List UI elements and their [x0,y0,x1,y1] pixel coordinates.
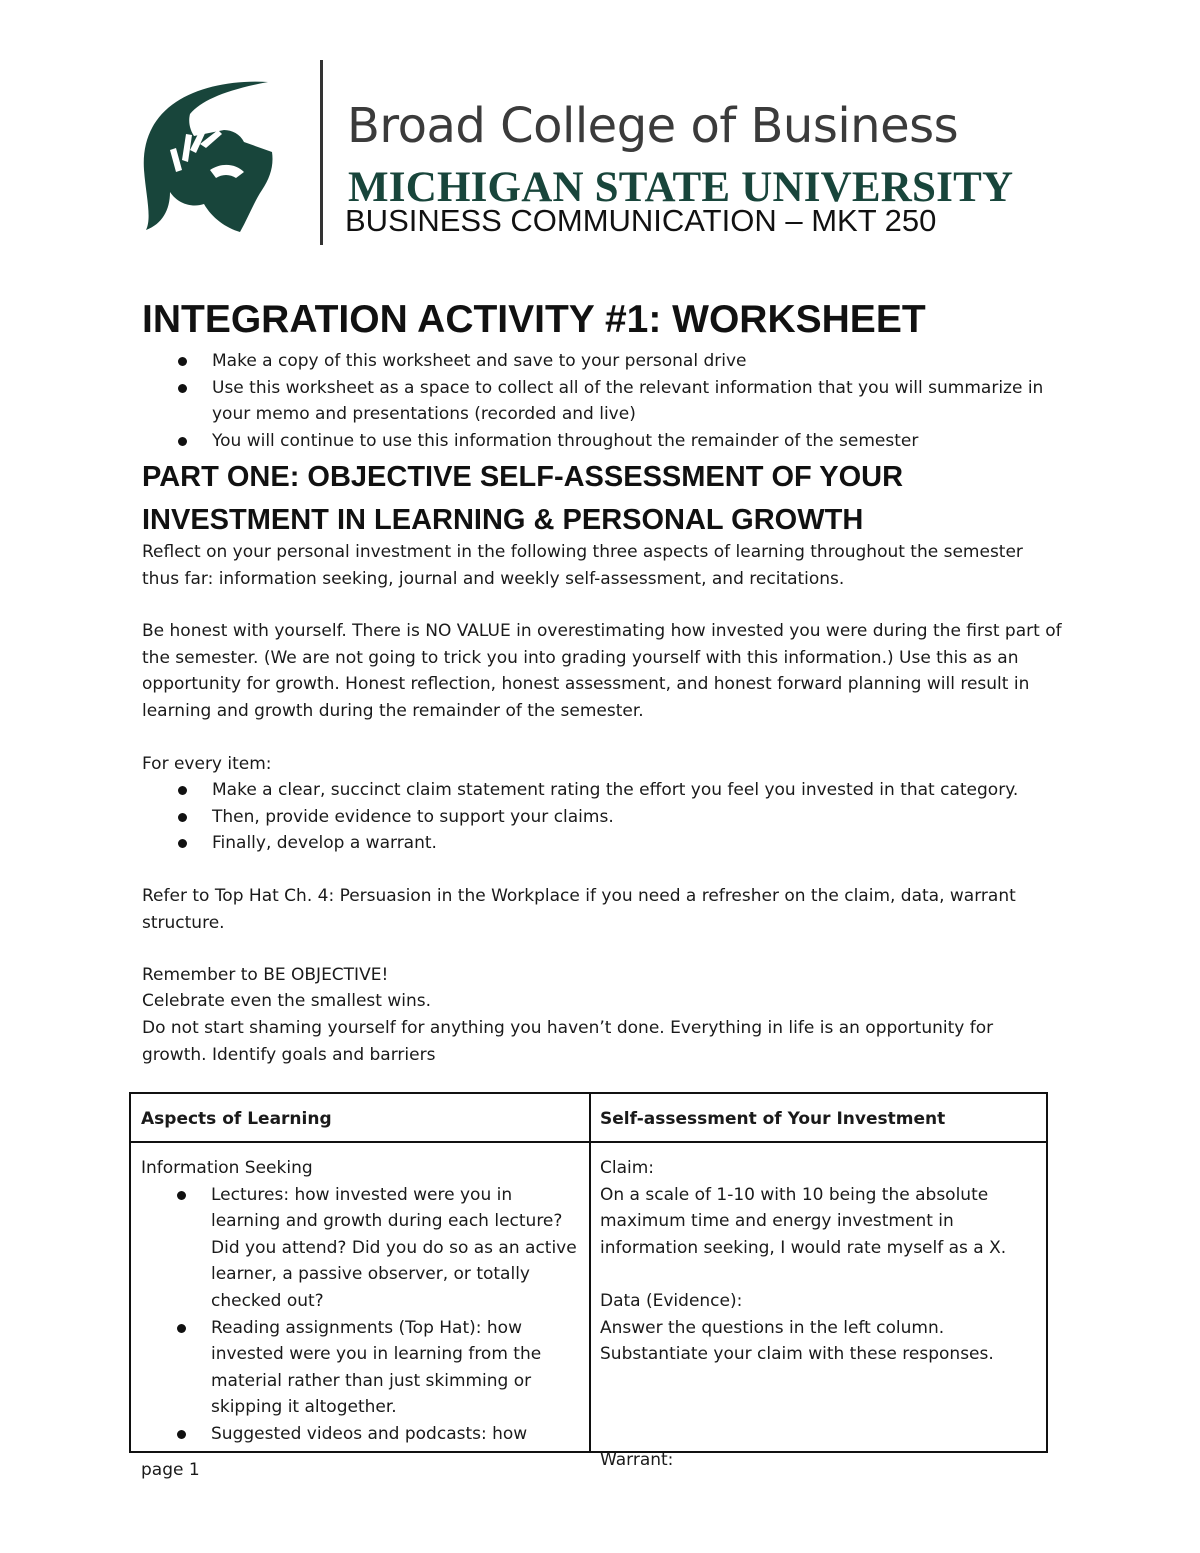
intro-bullet: Make a copy of this worksheet and save to your personal drive [142,348,1062,375]
for-every-item-label: For every item: [142,754,272,774]
part-one-heading-line2: INVESTMENT IN LEARNING & PERSONAL GROWTH [142,504,864,536]
college-name: Broad College of Business [347,98,959,154]
aspect-bullet: Lectures: how invested were you in learning and growth during each lecture? Did you attend? Did you do so as an active learner, a passive observer, or totally checked out? [141,1182,581,1315]
reflect-paragraph: Reflect on your personal investment in the following three aspects of learning throughout the semester thus far: information seeking, journal and weekly self-assessment, and recitations. [142,542,1023,589]
warrant-label: Warrant: [600,1450,674,1471]
step-bullet: Make a clear, succinct claim statement rating the effort you feel you invested in that category. [142,777,1062,804]
table-header-divider [131,1141,1046,1143]
aspect-bullet-list [141,1182,581,1448]
data-text: Answer the questions in the left column. Substantiate your claim with these responses. [600,1317,994,1365]
page-number: page 1 [141,1460,200,1480]
steps-bullet-list [142,777,1062,857]
refer-paragraph: Refer to Top Hat Ch. 4: Persuasion in the Workplace if you need a refresher on the claim, data, warrant structure. [142,886,1016,933]
intro-bullet: You will continue to use this information throughout the remainder of the semester [142,428,1062,455]
part-one-heading-line1: PART ONE: OBJECTIVE SELF-ASSESSMENT OF YOUR [142,461,904,493]
table-cell-aspects[interactable] [141,1155,581,1448]
table-cell-self-assessment[interactable] [600,1155,1040,1474]
claim-label: Claim: [600,1158,655,1178]
spartan-helmet-icon [140,78,275,233]
shaming-paragraph: Do not start shaming yourself for anything you haven’t done. Everything in life is an opportunity for growth. Identify goals and barriers [142,1018,994,1065]
header-divider [320,60,323,245]
step-bullet: Then, provide evidence to support your claims. [142,804,1062,831]
intro-bullet-list [142,348,1062,454]
table-column-divider [589,1094,591,1451]
remember-line: Remember to BE OBJECTIVE! [142,965,389,985]
celebrate-line: Celebrate even the smallest wins. [142,991,432,1011]
aspect-bullet: Reading assignments (Top Hat): how invested were you in learning from the material rather than just skimming or skipping it altogether. [141,1315,581,1421]
page-title: INTEGRATION ACTIVITY #1: WORKSHEET [142,298,926,341]
university-name: MICHIGAN STATE UNIVERSITY [348,164,1014,211]
table-header-self-assessment: Self-assessment of Your Investment [600,1109,946,1129]
intro-bullet: Use this worksheet as a space to collect all of the relevant information that you will summarize in your memo and presentations (recorded and live) [142,375,1062,428]
aspect-heading: Information Seeking [141,1158,313,1178]
step-bullet: Finally, develop a warrant. [142,830,1062,857]
honesty-paragraph: Be honest with yourself. There is NO VALUE in overestimating how invested you were during the first part of the semester. (We are not going to trick you into grading yourself with this information.) Use this as an opportunity for growth. Honest reflection, honest assessment, and honest forward planning will result in learning and growth during the remainder of the semester. [142,621,1062,721]
data-label: Data (Evidence): [600,1290,743,1311]
part-one-heading [142,456,903,542]
course-title: BUSINESS COMMUNICATION – MKT 250 [345,203,937,238]
aspect-bullet: Suggested videos and podcasts: how [141,1421,581,1448]
table-header-aspects: Aspects of Learning [141,1109,332,1129]
claim-text: On a scale of 1-10 with 10 being the absolute maximum time and energy investment in information seeking, I would rate myself as a X. [600,1184,1007,1258]
